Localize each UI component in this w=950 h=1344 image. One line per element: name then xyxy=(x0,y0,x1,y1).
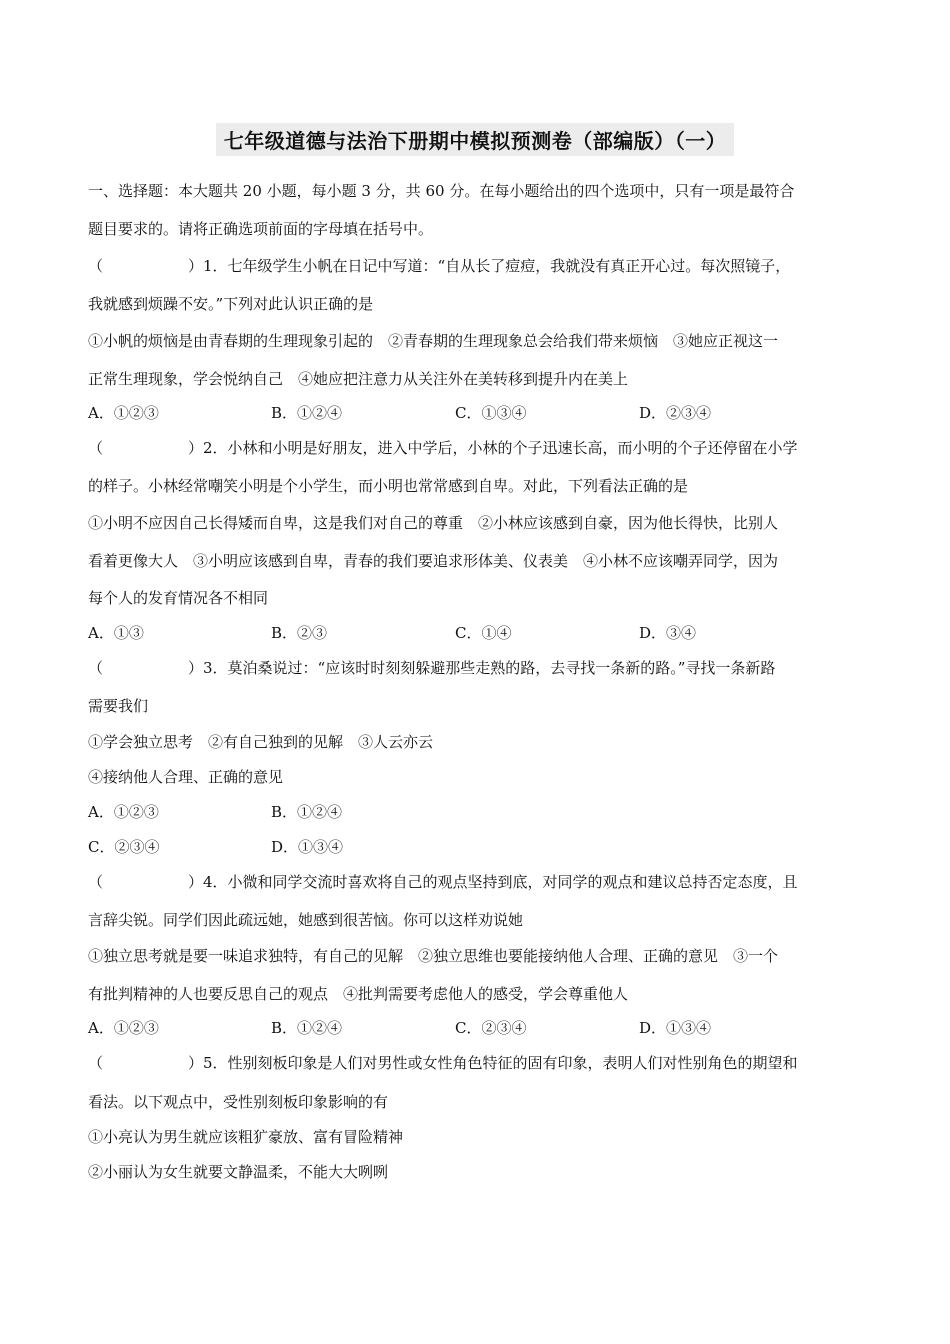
question-1-option-d[interactable]: D．②③④ xyxy=(639,404,712,422)
question-5-stem xyxy=(88,1052,798,1073)
question-3-option-d[interactable]: D．①③④ xyxy=(271,838,344,856)
question-1-option-b[interactable]: B．①②④ xyxy=(271,404,343,422)
question-2-option-b[interactable]: B．②③ xyxy=(271,624,328,642)
question-1-stem-cont: 我就感到烦躁不安。”下列对此认识正确的是 xyxy=(88,295,374,313)
question-5-statements: ①小亮认为男生就应该粗犷豪放、富有冒险精神 xyxy=(88,1128,404,1146)
question-3-stem-cont: 需要我们 xyxy=(88,697,149,715)
question-1-statements: 正常生理现象，学会悦纳自己 ④她应把注意力从关注外在美转移到提升内在美上 xyxy=(88,370,629,388)
page-title: 七年级道德与法治下册期中模拟预测卷（部编版）（一） xyxy=(216,123,735,156)
section-intro-line: 一、选择题：本大题共 20 小题，每小题 3 分，共 60 分。在每小题给出的四个选项中，只有一项是最符合 xyxy=(88,182,795,200)
question-2-option-a[interactable]: A．①③ xyxy=(88,624,144,642)
title-wrap xyxy=(0,123,950,156)
question-2-statements: 每个人的发育情况各不相同 xyxy=(88,589,269,607)
question-3-stem xyxy=(88,657,775,678)
question-3-option-c[interactable]: C．②③④ xyxy=(88,838,160,856)
answer-blank[interactable]: （ xyxy=(88,873,104,891)
question-1-statements: ①小帆的烦恼是由青春期的生理现象引起的 ②青春期的生理现象总会给我们带来烦恼 ③她应正视这一 xyxy=(88,332,779,350)
question-5-stem-text: ）5．性别刻板印象是人们对男性或女性角色特征的固有印象，表明人们对性别角色的期望和 xyxy=(188,1054,798,1072)
question-4-option-c[interactable]: C．②③④ xyxy=(455,1019,527,1037)
question-3-statements: ①学会独立思考 ②有自己独到的见解 ③人云亦云 xyxy=(88,733,434,751)
question-2-stem xyxy=(88,437,798,458)
question-3-stem-text: ）3．莫泊桑说过：“应该时时刻刻躲避那些走熟的路，去寻找一条新的路。”寻找一条新路 xyxy=(188,659,776,677)
answer-blank[interactable]: （ xyxy=(88,257,104,275)
section-intro-line: 题目要求的。请将正确选项前面的字母填在括号中。 xyxy=(88,220,434,238)
question-5-stem-cont: 看法。以下观点中，受性别刻板印象影响的有 xyxy=(88,1093,389,1111)
question-5-statements: ②小丽认为女生就要文静温柔，不能大大咧咧 xyxy=(88,1163,389,1181)
question-2-statements: 看着更像大人 ③小明应该感到自卑，青春的我们要追求形体美、仪表美 ④小林不应该嘲弄同学，因为 xyxy=(88,552,779,570)
question-1-stem xyxy=(88,255,790,276)
question-1-option-c[interactable]: C．①③④ xyxy=(455,404,527,422)
question-4-statements: 有批判精神的人也要反思自己的观点 ④批判需要考虑他人的感受，学会尊重他人 xyxy=(88,985,629,1003)
question-4-stem-text: ）4．小微和同学交流时喜欢将自己的观点坚持到底，对同学的观点和建议总持否定态度，且 xyxy=(188,873,798,891)
question-3-option-b[interactable]: B．①②④ xyxy=(271,803,343,821)
question-4-option-b[interactable]: B．①②④ xyxy=(271,1019,343,1037)
answer-blank[interactable]: （ xyxy=(88,659,104,677)
question-4-option-d[interactable]: D．①③④ xyxy=(639,1019,712,1037)
question-2-option-d[interactable]: D．③④ xyxy=(639,624,697,642)
question-4-option-a[interactable]: A．①②③ xyxy=(88,1019,159,1037)
question-2-stem-text: ）2．小林和小明是好朋友，进入中学后，小林的个子迅速长高，而小明的个子还停留在小学 xyxy=(188,439,798,457)
question-1-option-a[interactable]: A．①②③ xyxy=(88,404,159,422)
question-2-stem-cont: 的样子。小林经常嘲笑小明是个小学生，而小明也常常感到自卑。对此，下列看法正确的是 xyxy=(88,477,689,495)
question-2-statements: ①小明不应因自己长得矮而自卑，这是我们对自己的尊重 ②小林应该感到自豪，因为他长得快，比别人 xyxy=(88,514,779,532)
question-4-stem xyxy=(88,871,798,892)
question-1-stem-text: ）1．七年级学生小帆在日记中写道：“自从长了痘痘，我就没有真正开心过。每次照镜子， xyxy=(188,257,791,275)
answer-blank[interactable]: （ xyxy=(88,439,104,457)
question-4-stem-cont: 言辞尖锐。同学们因此疏远她，她感到很苦恼。你可以这样劝说她 xyxy=(88,911,524,929)
question-3-statements: ④接纳他人合理、正确的意见 xyxy=(88,768,284,786)
question-4-statements: ①独立思考就是要一味追求独特，有自己的见解 ②独立思维也要能接纳他人合理、正确的意见 ③一个 xyxy=(88,947,779,965)
question-2-option-c[interactable]: C．①④ xyxy=(455,624,512,642)
question-3-option-a[interactable]: A．①②③ xyxy=(88,803,159,821)
answer-blank[interactable]: （ xyxy=(88,1054,104,1072)
